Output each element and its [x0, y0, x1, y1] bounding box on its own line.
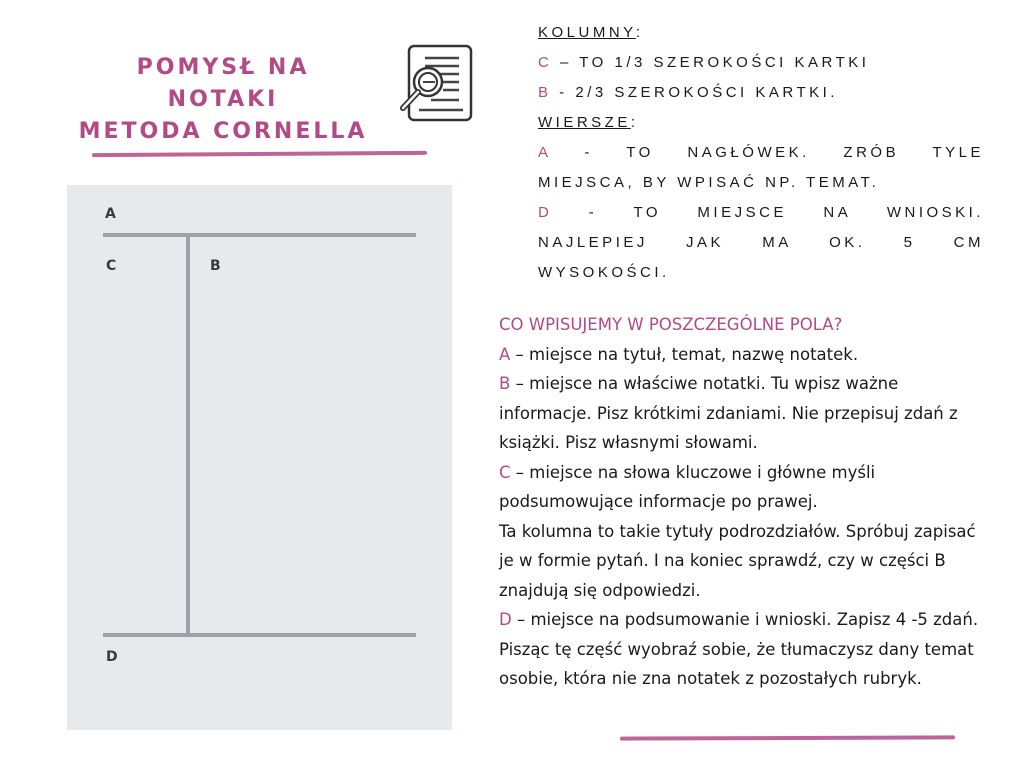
page-title	[78, 52, 368, 148]
field-c-description: C – miejsce na słowa kluczowe i główne myśli podsumowujące informacje po prawej.	[499, 462, 876, 511]
description-heading: CO WPISUJEMY W POSZCZEGÓLNE POLA?	[499, 315, 843, 334]
fields-description	[499, 310, 989, 694]
field-d-description: D – miejsce na podsumowanie i wnioski. Zapisz 4 -5 zdań. Pisząc tę część wyobraź sobie, że tłumaczysz dany temat osobie, która nie zna notatek z pozostałych rubryk.	[499, 610, 979, 688]
diagram-summary-line	[103, 633, 416, 637]
row-d-info: D - TO MIEJSCE NA WNIOSKI.	[538, 204, 984, 221]
field-c-extra: Ta kolumna to takie tytuły podrozdziałów. Spróbuj zapisać je w formie pytań. I na koniec sprawdź, czy w części B znajdują się odpowiedzi.	[499, 521, 976, 600]
diagram-label-a: A	[105, 206, 116, 222]
cornell-diagram	[67, 185, 452, 730]
row-d-info-cont2: WYSOKOŚCI.	[538, 264, 670, 281]
columns-rows-info	[538, 18, 984, 288]
row-d-info-cont: NAJLEPIEJ JAK MA OK. 5 CM	[538, 234, 984, 251]
decorative-brush-stroke-top	[92, 151, 427, 157]
diagram-header-line	[103, 233, 416, 237]
row-a-info-cont: MIEJSCA, BY WPISAĆ NP. TEMAT.	[538, 174, 880, 191]
column-b-info: B - 2/3 SZEROKOŚCI KARTKI.	[538, 84, 838, 101]
field-a-description: A – miejsce na tytuł, temat, nazwę notatek.	[499, 344, 859, 364]
row-a-info: A - TO NAGŁÓWEK. ZRÓB TYLE	[538, 144, 984, 161]
column-c-info: C – TO 1/3 SZEROKOŚCI KARTKI	[538, 54, 870, 71]
rows-heading-line: WIERSZE:	[538, 114, 639, 131]
decorative-brush-stroke-bottom	[620, 735, 955, 740]
diagram-label-d: D	[106, 649, 118, 665]
columns-heading-line: KOLUMNY:	[538, 24, 644, 41]
diagram-label-c: C	[106, 258, 117, 274]
title-line-1: POMYSŁ NA NOTAKI	[136, 55, 310, 112]
diagram-column-divider	[186, 235, 190, 635]
diagram-label-b: B	[210, 258, 221, 274]
document-search-icon	[395, 44, 475, 124]
columns-heading: KOLUMNY	[538, 24, 636, 41]
rows-heading: WIERSZE	[538, 114, 631, 131]
field-b-description: B – miejsce na właściwe notatki. Tu wpisz ważne informacje. Pisz krótkimi zdaniami. Nie przepisuj zdań z książki. Pisz własnymi słowami.	[499, 374, 958, 452]
title-line-2: METODA CORNELLA	[78, 119, 368, 144]
